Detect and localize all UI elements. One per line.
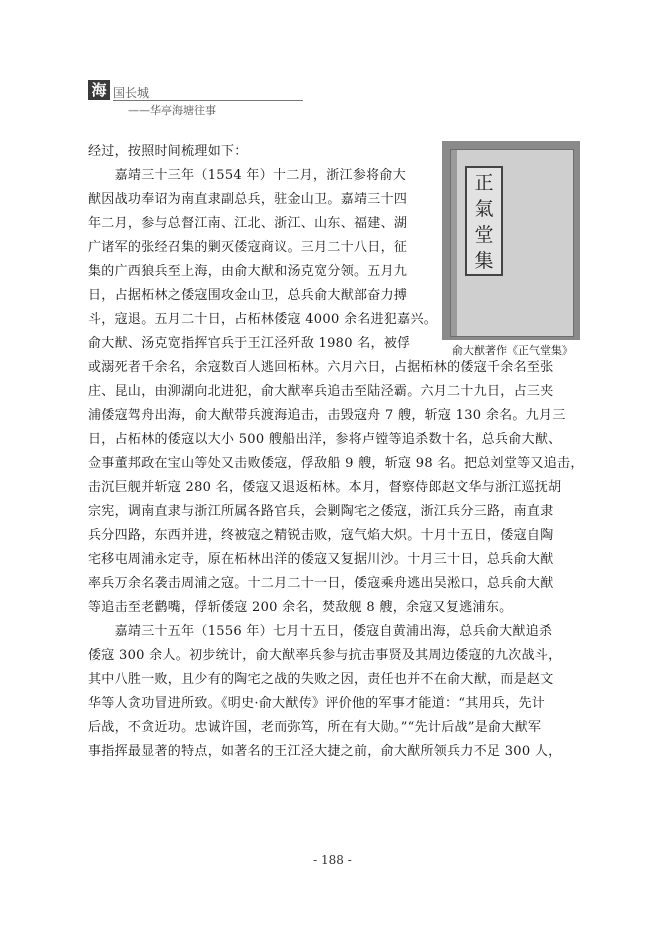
text-line: 佥事董邦政在宝山等处又击败倭寇，俘敌船 9 艘，斩寇 98 名。把总刘堂等又追击，	[88, 456, 584, 471]
book-spine	[451, 150, 457, 336]
text-line: 率兵万余名袭击周浦之寇。十二月二十一日，倭寇乘舟逃出吴淞口，总兵俞大猷	[88, 576, 554, 591]
header-title: 国长城	[113, 86, 150, 100]
header-rule	[113, 100, 303, 101]
text-line: 广诸军的张经召集的剿灭倭寇商议。三月二十八日，征	[88, 240, 408, 255]
text-line: 庄、昆山，由泖湖向北进犯，俞大猷率兵追击至陆泾霸。六月二十九日，占三夹	[88, 384, 554, 399]
text-line: 集的广西狼兵至上海，由俞大猷和汤克宽分领。五月九	[88, 264, 408, 279]
book-title-char: 集	[474, 250, 494, 272]
text-line: 俞大猷、汤克宽指挥官兵于王江泾歼敌 1980 名，被俘	[88, 336, 411, 351]
book-title-char: 正	[474, 172, 494, 194]
text-line: 其中八胜一败，且少有的陶宅之战的失败之因，责任也并不在俞大猷，而是赵文	[88, 672, 554, 687]
book-title-char: 堂	[474, 224, 494, 246]
text-line: 宗宪，调南直隶与浙江所属各路官兵，会剿陶宅之倭寇，浙江兵分三路，南直隶	[88, 504, 554, 519]
text-line: 斗，寇退。五月二十日，占柘林倭寇 4000 余名进犯嘉兴。	[88, 312, 438, 327]
book-photo	[442, 141, 580, 340]
text-line: 倭寇 300 余人。初步统计，俞大猷率兵参与抗击事贤及其周边倭寇的九次战斗，	[88, 648, 562, 663]
text-line: 嘉靖三十三年（1554 年）十二月，浙江参将俞大	[88, 168, 407, 183]
text-line: 等追击至老鹳嘴，俘斩倭寇 200 余名，焚敌舰 8 艘，余寇又复逃浦东。	[88, 600, 513, 615]
text-line: 年二月，参与总督江南、江北、浙江、山东、福建、湖	[88, 216, 408, 231]
text-line: 兵分四路，东西并进，终被寇之精锐击败，寇气焰大炽。十月十五日，倭寇自陶	[88, 528, 554, 543]
text-line: 日，占据柘林之倭寇围攻金山卫，总兵俞大猷部奋力搏	[88, 288, 408, 303]
text-line: 事指挥最显著的特点，如著名的王江泾大捷之前，俞大猷所领兵力不足 300 人，	[88, 744, 562, 759]
header-subtitle: ——华亭海塘往事	[128, 104, 216, 117]
figure-caption: 俞大猷著作《正气堂集》	[452, 344, 573, 357]
text-line: 击沉巨舰并斩寇 280 名，倭寇又退返柘林。本月，督察侍郎赵文华与浙江巡抚胡	[88, 480, 562, 495]
text-line: 或溺死者千余名，余寇数百人逃回柘林。六月六日，占据柘林的倭寇千余名至张	[88, 360, 554, 375]
text-line: 浦倭寇驾舟出海，俞大猷带兵渡海追击，击毁寇舟 7 艘，斩寇 130 余名。九月三	[88, 408, 566, 423]
text-line: 日，占柘林的倭寇以大小 500 艘船出洋，参将卢镗等追杀数十名，总兵俞大猷、	[88, 432, 562, 447]
text-line: 华等人贪功冒进所致。《明史·俞大猷传》评价他的军事才能道：“其用兵，先计	[88, 696, 546, 711]
text-line: 经过，按照时间梳理如下：	[88, 144, 248, 159]
header-logo-mark: 海	[88, 80, 110, 100]
text-line: 嘉靖三十五年（1556 年）七月十五日，倭寇自黄浦出海，总兵俞大猷追杀	[88, 624, 553, 639]
text-line: 宅移屯周浦永定寺，原在柘林出洋的倭寇又复据川沙。十月三十日，总兵俞大猷	[88, 552, 554, 567]
book-cover	[450, 149, 574, 337]
book-title-label	[465, 166, 503, 276]
running-header	[88, 78, 303, 117]
text-line: 后战，不贪近功。忠诚许国，老而弥笃，所在有大勋。”“先计后战”是俞大猷军	[88, 720, 542, 735]
book-title-char: 氣	[474, 198, 494, 220]
page-number: - 188 -	[313, 853, 352, 867]
text-line: 猷因战功奉诏为南直隶副总兵，驻金山卫。嘉靖三十四	[88, 192, 408, 207]
